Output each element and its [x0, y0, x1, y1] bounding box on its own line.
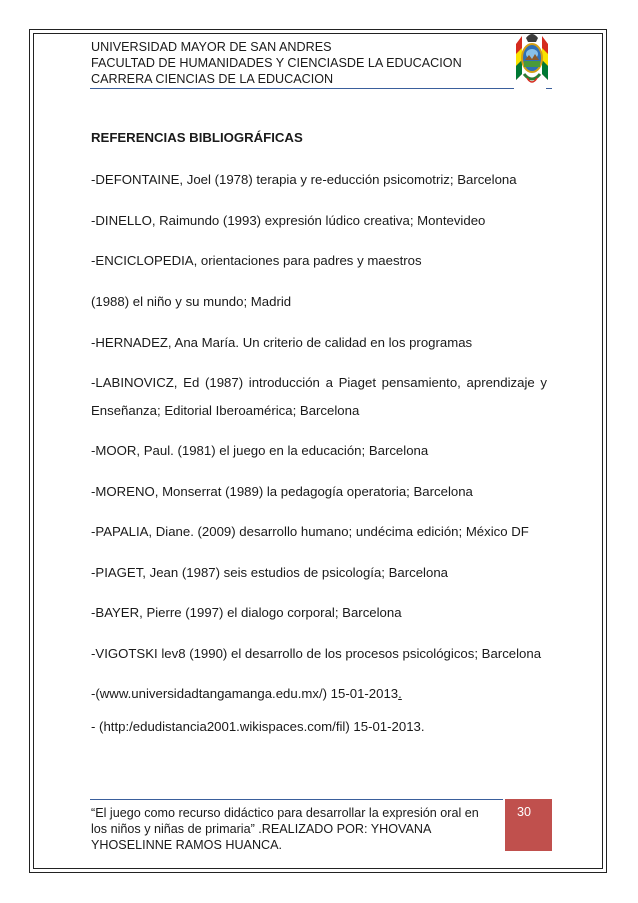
reference-item: -DINELLO, Raimundo (1993) expresión lúdico creativa; Montevideo [91, 213, 486, 228]
reference-item: -LABINOVICZ, Ed (1987) introducción a Piaget pensamiento, aprendizaje y [91, 375, 547, 390]
header-rule [90, 88, 514, 89]
reference-url-suffix: . [398, 686, 402, 701]
reference-item: -PIAGET, Jean (1987) seis estudios de psicología; Barcelona [91, 565, 448, 580]
page-header [91, 39, 521, 87]
section-heading: REFERENCIAS BIBLIOGRÁFICAS [91, 130, 303, 145]
reference-url-text: -(www.universidadtangamanga.edu.mx/) 15-01-2013 [91, 686, 399, 701]
reference-item: -DEFONTAINE, Joel (1978) terapia y re-educción psicomotriz; Barcelona [91, 172, 517, 187]
reference-item: Enseñanza; Editorial Iberoamérica; Barcelona [91, 403, 360, 418]
reference-item: -VIGOTSKI lev8 (1990) el desarrollo de los procesos psicológicos; Barcelona [91, 646, 542, 661]
header-university: UNIVERSIDAD MAYOR DE SAN ANDRES [91, 40, 332, 54]
reference-item: -ENCICLOPEDIA, orientaciones para padres y maestros [91, 253, 422, 268]
footer-rule [90, 799, 503, 800]
page-number: 30 [517, 805, 532, 819]
reference-item: -MOOR, Paul. (1981) el juego en la educación; Barcelona [91, 443, 429, 458]
reference-item: (1988) el niño y su mundo; Madrid [91, 294, 292, 309]
header-faculty: FACULTAD DE HUMANIDADES Y CIENCIASDE LA EDUCACION [91, 56, 462, 70]
reference-item: - (http:/edudistancia2001.wikispaces.com/fil) 15-01-2013. [91, 719, 425, 734]
footer-text: “El juego como recurso didáctico para desarrollar la expresión oral en los niños y niñas de primaria” .REALIZADO POR: YHOVANA YHOSELINNE RAMOS HUANCA. [91, 806, 479, 852]
reference-item: -PAPALIA, Diane. (2009) desarrollo humano; undécima edición; México DF [91, 524, 529, 539]
coat-of-arms-logo [512, 30, 552, 88]
reference-item: -HERNADEZ, Ana María. Un criterio de calidad en los programas [91, 335, 473, 350]
header-rule-tail [546, 88, 552, 89]
page-number-box [505, 799, 552, 851]
header-career: CARRERA CIENCIAS DE LA EDUCACION [91, 72, 334, 86]
reference-item: -BAYER, Pierre (1997) el dialogo corporal; Barcelona [91, 605, 402, 620]
reference-item-with-suffix [91, 686, 402, 702]
reference-item: -MORENO, Monserrat (1989) la pedagogía operatoria; Barcelona [91, 484, 473, 499]
